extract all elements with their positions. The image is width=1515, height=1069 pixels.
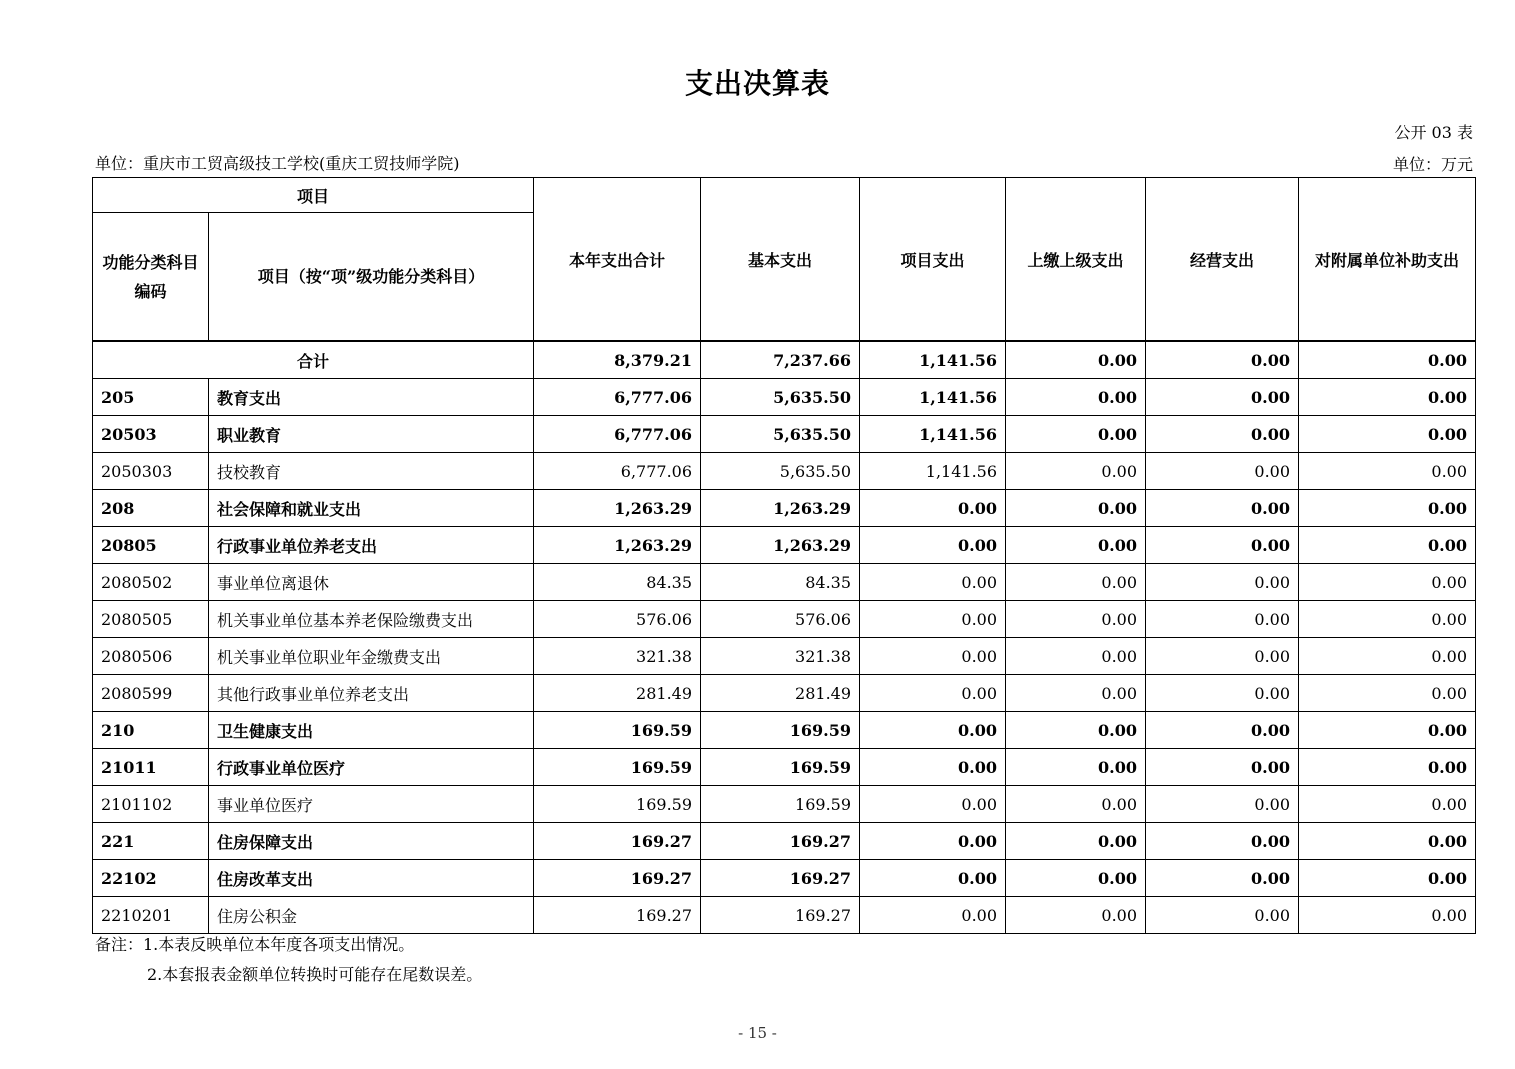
row-value: 6,777.06 [534, 379, 701, 416]
row-value: 169.59 [701, 786, 860, 823]
table-row [93, 638, 1476, 675]
table-row [93, 601, 1476, 638]
row-value: 0.00 [860, 749, 1006, 786]
row-value: 281.49 [534, 675, 701, 712]
row-code: 210 [93, 712, 209, 749]
page-number: - 15 - [738, 1024, 777, 1042]
row-name: 机关事业单位基本养老保险缴费支出 [209, 601, 534, 638]
row-value: 576.06 [701, 601, 860, 638]
total-cell: 1,141.56 [860, 341, 1006, 379]
row-code: 20805 [93, 527, 209, 564]
row-code: 2080599 [93, 675, 209, 712]
header-total: 本年支出合计 [534, 178, 701, 342]
total-label: 合计 [93, 341, 534, 379]
total-cell: 0.00 [1146, 341, 1299, 379]
row-value: 169.27 [534, 860, 701, 897]
table-row [93, 564, 1476, 601]
row-value: 0.00 [1146, 897, 1299, 934]
total-cell: 8,379.21 [534, 341, 701, 379]
row-value: 169.59 [534, 749, 701, 786]
row-value: 0.00 [860, 712, 1006, 749]
row-value: 0.00 [1299, 453, 1476, 490]
row-value: 0.00 [1146, 416, 1299, 453]
row-value: 169.27 [701, 897, 860, 934]
row-value: 0.00 [1006, 749, 1146, 786]
total-row [93, 341, 1476, 379]
row-value: 0.00 [1006, 601, 1146, 638]
row-value: 0.00 [860, 490, 1006, 527]
row-value: 0.00 [1006, 712, 1146, 749]
row-value: 576.06 [534, 601, 701, 638]
row-value: 6,777.06 [534, 453, 701, 490]
row-value: 0.00 [860, 786, 1006, 823]
table-row [93, 823, 1476, 860]
row-value: 0.00 [1006, 638, 1146, 675]
row-value: 0.00 [860, 601, 1006, 638]
row-value: 0.00 [1146, 453, 1299, 490]
row-value: 0.00 [1006, 453, 1146, 490]
expenditure-table [92, 177, 1476, 934]
row-name: 卫生健康支出 [209, 712, 534, 749]
row-value: 0.00 [1299, 564, 1476, 601]
header-project-expense: 项目支出 [860, 178, 1006, 342]
row-value: 0.00 [1299, 749, 1476, 786]
row-value: 169.27 [534, 823, 701, 860]
row-value: 0.00 [1146, 675, 1299, 712]
row-value: 0.00 [1006, 675, 1146, 712]
row-code: 2080502 [93, 564, 209, 601]
row-value: 169.27 [701, 860, 860, 897]
row-code: 221 [93, 823, 209, 860]
row-code: 208 [93, 490, 209, 527]
row-value: 0.00 [1299, 416, 1476, 453]
row-code: 21011 [93, 749, 209, 786]
row-value: 281.49 [701, 675, 860, 712]
table-row [93, 490, 1476, 527]
row-value: 321.38 [534, 638, 701, 675]
table-row [93, 675, 1476, 712]
row-name: 行政事业单位医疗 [209, 749, 534, 786]
table-row [93, 453, 1476, 490]
row-value: 169.27 [534, 897, 701, 934]
table-row [93, 527, 1476, 564]
row-name: 社会保障和就业支出 [209, 490, 534, 527]
row-value: 169.27 [701, 823, 860, 860]
row-code: 2080505 [93, 601, 209, 638]
row-value: 0.00 [1146, 379, 1299, 416]
row-value: 0.00 [860, 860, 1006, 897]
table-row [93, 379, 1476, 416]
row-value: 169.59 [534, 786, 701, 823]
header-subsidy: 对附属单位补助支出 [1299, 178, 1476, 342]
note-line: 2.本套报表金额单位转换时可能存在尾数误差。 [147, 965, 483, 984]
row-value: 0.00 [1299, 712, 1476, 749]
page-title: 支出决算表 [684, 67, 830, 100]
header-code: 功能分类科目编码 [93, 213, 209, 342]
table-row [93, 416, 1476, 453]
row-value: 0.00 [1006, 564, 1146, 601]
total-cell: 7,237.66 [701, 341, 860, 379]
row-value: 0.00 [1006, 860, 1146, 897]
total-cell: 0.00 [1006, 341, 1146, 379]
row-value: 0.00 [1299, 823, 1476, 860]
row-value: 0.00 [860, 638, 1006, 675]
row-value: 0.00 [860, 527, 1006, 564]
row-value: 0.00 [1146, 823, 1299, 860]
row-value: 0.00 [1006, 527, 1146, 564]
row-name: 技校教育 [209, 453, 534, 490]
row-value: 0.00 [1146, 749, 1299, 786]
row-code: 2101102 [93, 786, 209, 823]
row-name: 住房改革支出 [209, 860, 534, 897]
row-value: 0.00 [1146, 601, 1299, 638]
row-value: 0.00 [1006, 786, 1146, 823]
row-value: 0.00 [1299, 860, 1476, 897]
row-value: 0.00 [1299, 675, 1476, 712]
row-value: 0.00 [1006, 897, 1146, 934]
row-code: 205 [93, 379, 209, 416]
row-value: 169.59 [701, 712, 860, 749]
header-business: 经营支出 [1146, 178, 1299, 342]
row-value: 0.00 [860, 675, 1006, 712]
row-value: 5,635.50 [701, 379, 860, 416]
row-code: 2080506 [93, 638, 209, 675]
row-value: 1,263.29 [701, 527, 860, 564]
row-value: 0.00 [1146, 638, 1299, 675]
row-value: 0.00 [1006, 416, 1146, 453]
row-value: 0.00 [860, 823, 1006, 860]
row-value: 0.00 [1299, 638, 1476, 675]
row-code: 2210201 [93, 897, 209, 934]
row-name: 事业单位医疗 [209, 786, 534, 823]
row-name: 教育支出 [209, 379, 534, 416]
row-value: 0.00 [860, 897, 1006, 934]
row-value: 0.00 [1146, 860, 1299, 897]
row-value: 0.00 [1146, 786, 1299, 823]
row-value: 0.00 [1006, 490, 1146, 527]
header-name: 项目（按“项”级功能分类科目） [209, 213, 534, 342]
row-value: 0.00 [1299, 379, 1476, 416]
row-value: 0.00 [1299, 601, 1476, 638]
row-name: 职业教育 [209, 416, 534, 453]
row-value: 0.00 [1006, 379, 1146, 416]
row-value: 5,635.50 [701, 416, 860, 453]
table-row [93, 749, 1476, 786]
table-row [93, 712, 1476, 749]
row-code: 2050303 [93, 453, 209, 490]
row-name: 其他行政事业单位养老支出 [209, 675, 534, 712]
row-value: 0.00 [1299, 786, 1476, 823]
row-name: 行政事业单位养老支出 [209, 527, 534, 564]
row-name: 住房保障支出 [209, 823, 534, 860]
row-code: 22102 [93, 860, 209, 897]
row-value: 0.00 [1299, 527, 1476, 564]
row-value: 6,777.06 [534, 416, 701, 453]
header-upper: 上缴上级支出 [1006, 178, 1146, 342]
row-value: 1,263.29 [701, 490, 860, 527]
row-value: 1,141.56 [860, 453, 1006, 490]
row-value: 1,263.29 [534, 527, 701, 564]
row-value: 0.00 [1146, 490, 1299, 527]
total-cell: 0.00 [1299, 341, 1476, 379]
row-name: 事业单位离退休 [209, 564, 534, 601]
row-value: 0.00 [1299, 490, 1476, 527]
table-row [93, 860, 1476, 897]
notes [95, 930, 482, 990]
row-value: 321.38 [701, 638, 860, 675]
row-value: 0.00 [1146, 712, 1299, 749]
header-project: 项目 [93, 178, 534, 213]
table-row [93, 897, 1476, 934]
row-name: 机关事业单位职业年金缴费支出 [209, 638, 534, 675]
row-value: 1,141.56 [860, 379, 1006, 416]
row-value: 1,263.29 [534, 490, 701, 527]
row-value: 1,141.56 [860, 416, 1006, 453]
row-value: 0.00 [1146, 527, 1299, 564]
row-value: 0.00 [1006, 823, 1146, 860]
row-value: 169.59 [701, 749, 860, 786]
row-value: 84.35 [534, 564, 701, 601]
row-value: 5,635.50 [701, 453, 860, 490]
row-value: 0.00 [1146, 564, 1299, 601]
row-name: 住房公积金 [209, 897, 534, 934]
row-value: 0.00 [860, 564, 1006, 601]
header-basic: 基本支出 [701, 178, 860, 342]
table-row [93, 786, 1476, 823]
note-line: 备注：1.本表反映单位本年度各项支出情况。 [95, 935, 415, 954]
row-value: 0.00 [1299, 897, 1476, 934]
unit-currency: 单位：万元 [1392, 155, 1473, 174]
form-number: 公开 03 表 [1394, 123, 1473, 142]
row-value: 169.59 [534, 712, 701, 749]
unit-organization: 单位：重庆市工贸高级技工学校(重庆工贸技师学院) [95, 154, 460, 173]
row-code: 20503 [93, 416, 209, 453]
row-value: 84.35 [701, 564, 860, 601]
